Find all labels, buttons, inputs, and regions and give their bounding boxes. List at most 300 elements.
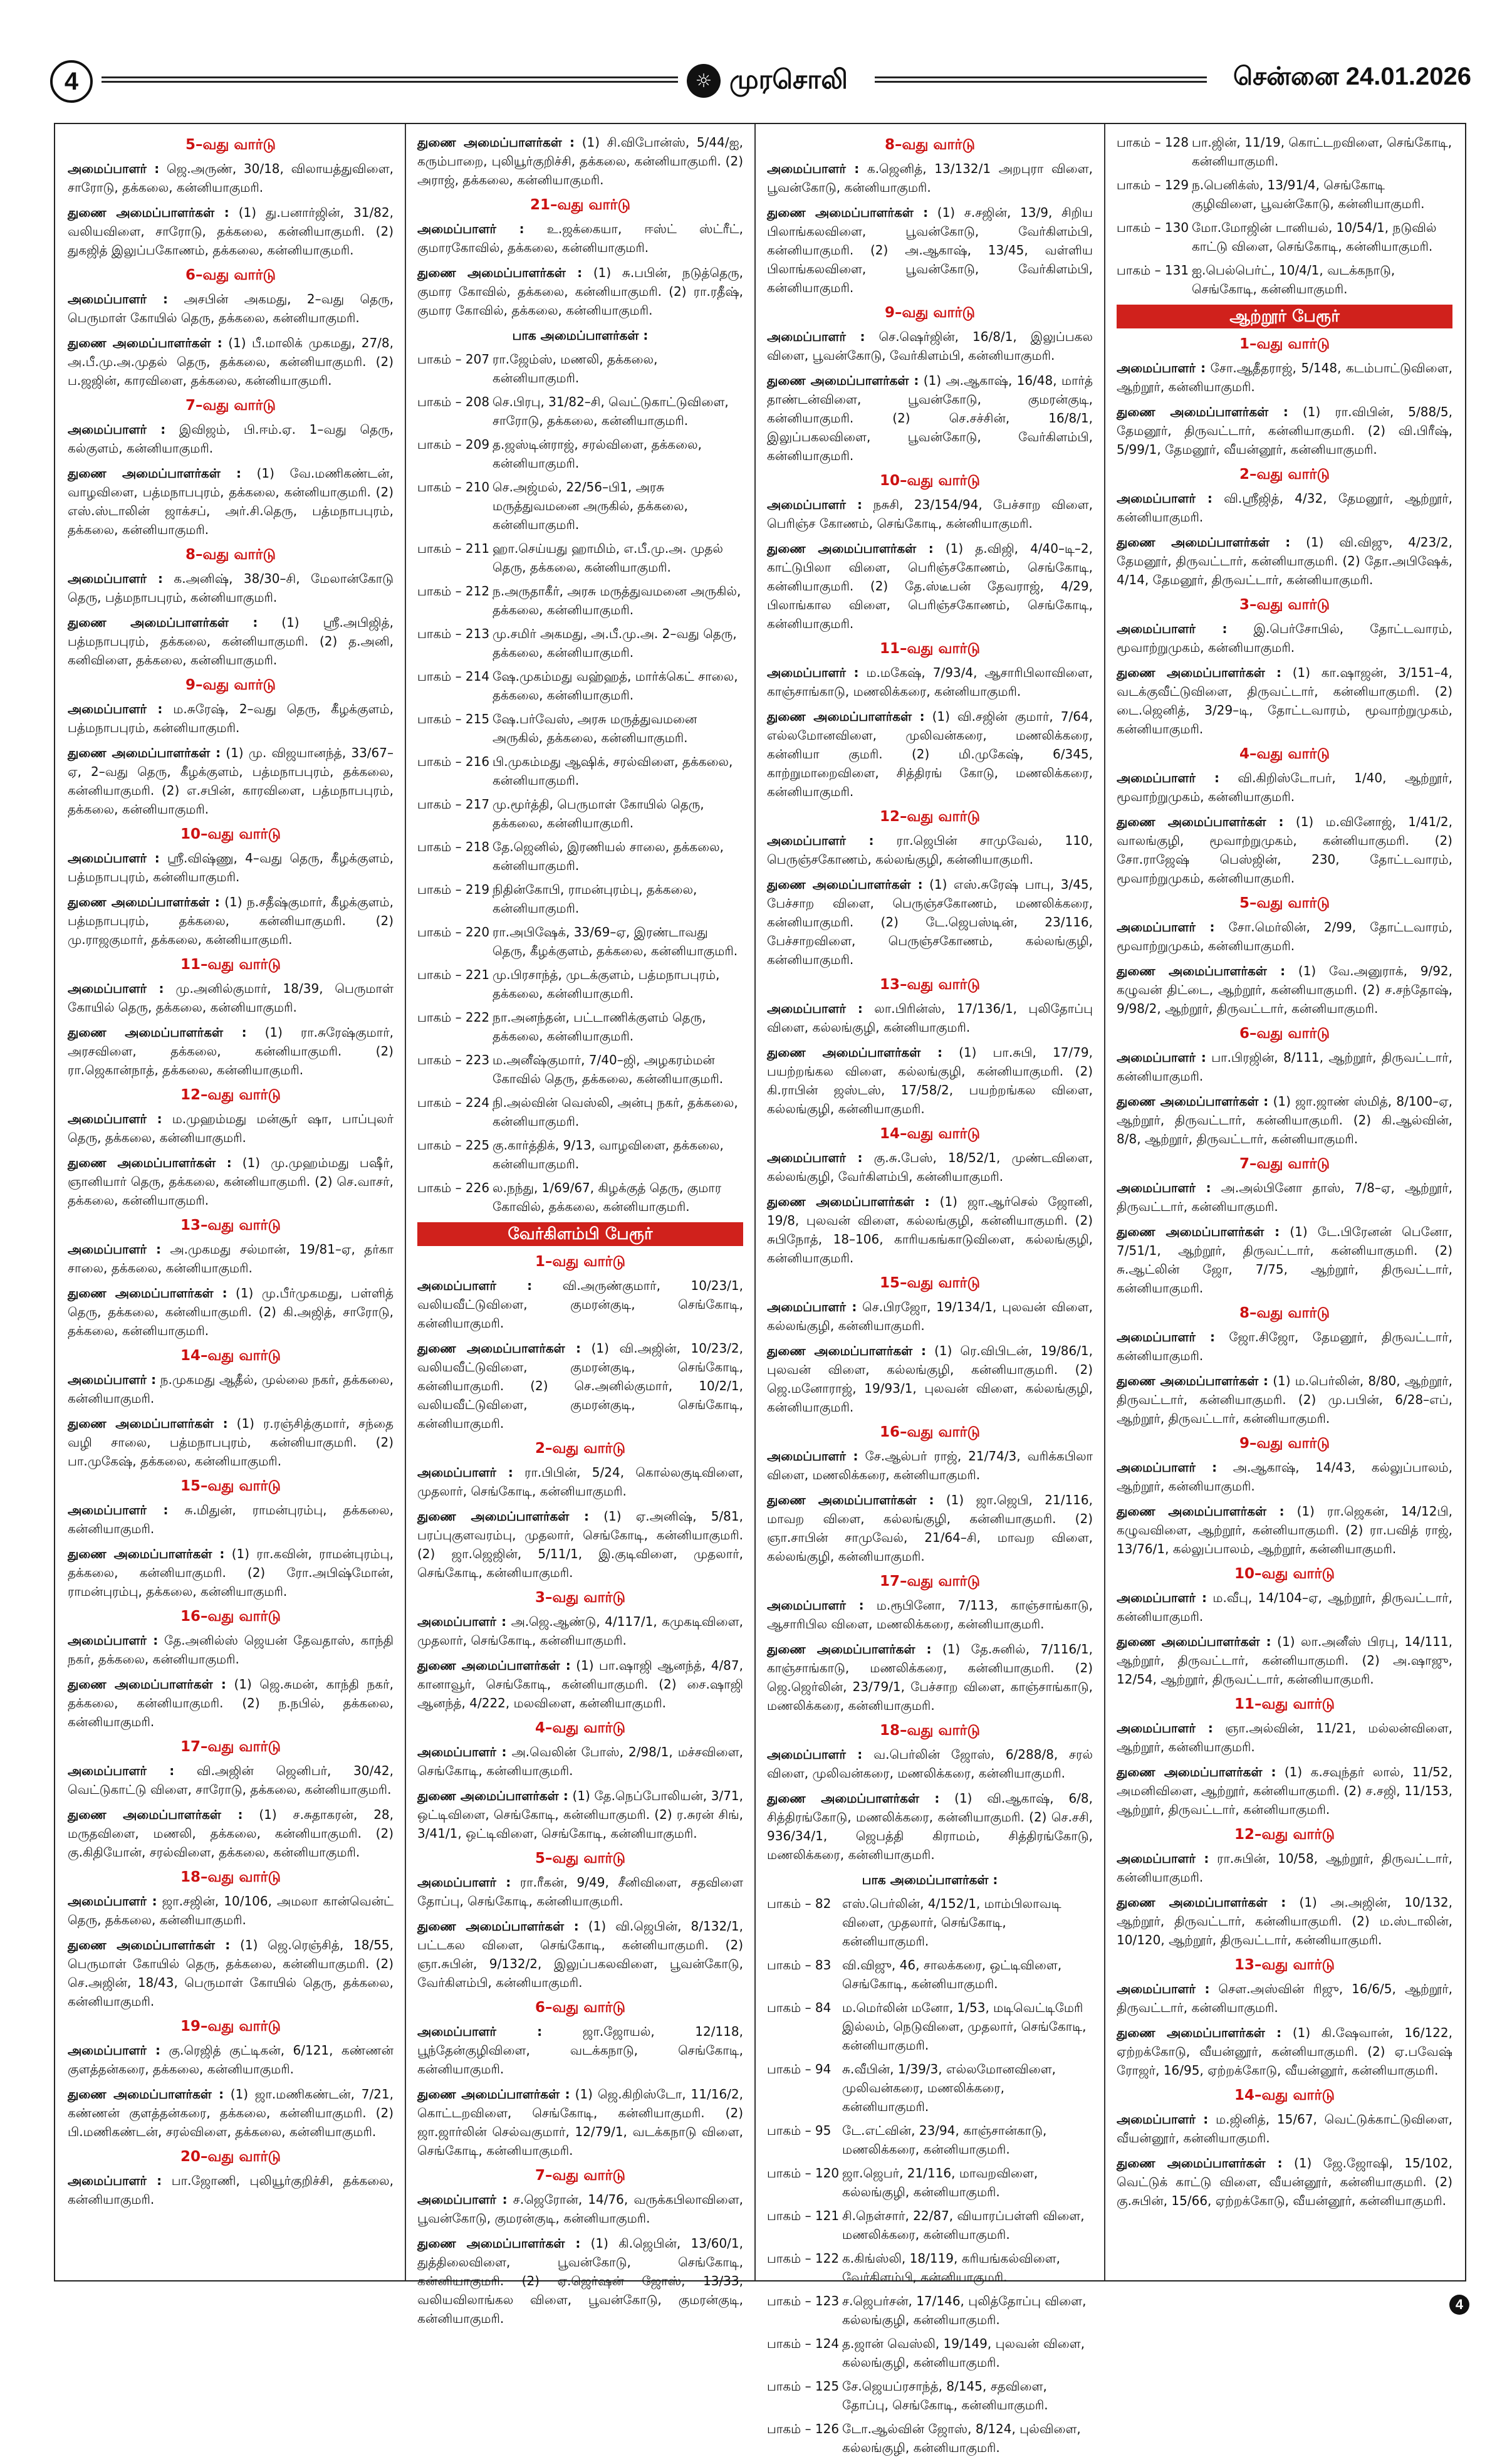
deputies-text: (1) ரா.விபின், 5/88/5, தேமனூர், திருவட்டார், கன்னியாகுமரி. (2) வி.பிரீஷ், 5/99/1, தேமனூர், வீயன்னூர், கன்னியாகுமரி. xyxy=(1117,404,1452,457)
deputies-entry xyxy=(417,1656,743,1712)
booth-number: பாகம் – 211 xyxy=(417,541,490,556)
president-entry xyxy=(1117,1849,1452,1887)
president-entry xyxy=(417,1742,743,1780)
president-text: கு.ரெஜித் குட்டிகன், 6/121, கண்ணன் குளத்தன்கரை, தக்கலை, கன்னியாகுமரி. xyxy=(68,2043,394,2077)
deputies-entry xyxy=(1117,812,1452,888)
president-text: சோ.மெர்லின், 2/99, தோட்டவாரம், மூவாற்றுமுகம், கன்னியாகுமரி. xyxy=(1117,919,1453,953)
deputies-label: துணை அமைப்பாளர்கள் : xyxy=(68,2087,224,2102)
ward-heading: 14–வது வார்டு xyxy=(1234,2087,1335,2103)
president-entry xyxy=(767,663,1093,701)
booth-text: செ.அஜ்மல், 22/56–பி1, அரசு மருத்துவமனை அருகில், தக்கலை, கன்னியாகுமரி. xyxy=(493,479,688,532)
deputies-entry xyxy=(1117,2154,1452,2210)
president-text: இவிஜம், பி.ஈம்.ஏ. 1–வது தெரு, கல்குளம், கன்னியாகுமரி. xyxy=(68,422,394,456)
deputies-label: துணை அமைப்பாளர்கள் : xyxy=(68,1677,226,1692)
booth-row xyxy=(1117,261,1452,298)
column-divider xyxy=(754,124,756,2280)
deputies-entry xyxy=(1117,533,1452,589)
president-label: அமைப்பாளர் : xyxy=(1117,1329,1215,1344)
president-text: ஞா.அல்வின், 11/21, மல்லன்விளை, ஆற்றூர், கன்னியாகுமரி. xyxy=(1117,1721,1453,1754)
president-entry xyxy=(1117,1458,1452,1496)
column-3 xyxy=(767,133,1093,2455)
president-text: க.அனிஷ், 38/30–சி, மேலான்கோடு தெரு, பத்மநாபபுரம், கன்னியாகுமரி. xyxy=(68,571,394,605)
ward-heading: 8–வது வார்டு xyxy=(185,547,276,563)
president-text: சோ.ஆதீதராஜ், 5/148, கடம்பாட்டுவிளை, ஆற்றூர், கன்னியாகுமரி. xyxy=(1117,360,1452,394)
column-4 xyxy=(1117,133,1452,2271)
president-label: அமைப்பாளர் : xyxy=(767,833,874,848)
booth-text: ஐ.பெல்பெர்ட், 10/4/1, வடக்கநாடு, செங்கோடி, கன்னியாகுமரி. xyxy=(1192,263,1395,296)
deputies-text: (1) வி.சஜின் குமார், 7/64, எல்லமோனவிளை, முலிவன்கரை, மணலிக்கரை, கன்னியா குமரி. (2) மி.முகேஷ், 6/345, காற்றுமாறைவிளை, சித்திரங் கோடு, மணலிக்கரை, கன்னியாகுமரி. xyxy=(767,709,1093,799)
president-label: அமைப்பாளர் : xyxy=(1117,2112,1209,2127)
president-entry xyxy=(68,979,394,1017)
deputies-entry xyxy=(417,2234,743,2328)
president-label: அமைப்பாளர் : xyxy=(767,1598,864,1613)
deputies-label: துணை அமைப்பாளர்கள் : xyxy=(1117,2025,1282,2040)
president-entry xyxy=(68,290,394,327)
booth-number: பாகம் – 210 xyxy=(417,479,490,495)
booth-number: பாகம் – 94 xyxy=(767,2061,832,2077)
president-text: வி.அருண்குமார், 10/23/1, வலியவீட்டுவிளை, குமரன்குடி, செங்கோடி, கன்னியாகுமரி. xyxy=(417,1278,743,1331)
ward-heading: 19–வது வார்டு xyxy=(180,2018,281,2035)
deputies-label: துணை அமைப்பாளர்கள் : xyxy=(68,1807,243,1822)
booth-row xyxy=(767,2164,1093,2201)
president-label: அமைப்பாளர் : xyxy=(767,1001,863,1016)
deputies-text: (1) சு.பபின், நடுத்தெரு, குமார கோவில், தக்கலை, கன்னியாகுமரி. (2) ரா.ரதீஷ், குமார கோவில், தக்கலை, கன்னியாகுமரி. xyxy=(417,265,743,318)
president-text: ம.சுரேஷ், 2–வது தெரு, கீழக்குளம், பத்மநாபபுரம், கன்னியாகுமரி. xyxy=(68,701,394,735)
president-label: அமைப்பாளர் : xyxy=(417,221,524,236)
president-entry xyxy=(68,420,394,458)
president-label: அமைப்பாளர் : xyxy=(767,1747,863,1762)
president-label: அமைப்பாளர் : xyxy=(417,1614,507,1629)
deputies-text: (1) ரெ.விபிடன், 19/86/1, புலவன் விளை, கல்லங்குழி, கன்னியாகுமரி. (2) ஜெ.மனோராஜ், 19/93/1, புலவன் விளை, கல்லங்குழி, கன்னியாகுமரி. xyxy=(767,1343,1093,1415)
booth-number: பாகம் – 122 xyxy=(767,2251,840,2266)
president-text: ரா.ஜெபின் சாமுவேல், 110, பெருஞ்சகோணம், கல்லங்குழி, கன்னியாகுமரி. xyxy=(767,833,1093,867)
booth-text: த.ஜான் வெஸ்லி, 19/149, புலவன் விளை, கல்லங்குழி, கன்னியாகுமரி. xyxy=(842,2336,1085,2370)
deputies-label: துணை அமைப்பாளர்கள் : xyxy=(68,466,241,481)
booth-number: பாகம் – 221 xyxy=(417,967,490,982)
deputies-text: (1) ஜா.ஆர்செல் ஜோனி, 19/8, புலவன் விளை, கல்லங்குழி, கன்னியாகுமரி. (2) சுபிநோத், 18–106, காரியகங்காடுவிளை, கல்லங்குழி, கன்னியாகுமரி. xyxy=(767,1194,1093,1265)
deputies-entry xyxy=(767,1490,1093,1566)
president-label: அமைப்பாளர் : xyxy=(417,2024,543,2039)
ward-heading: 8–வது வார்டு xyxy=(1239,1305,1330,1321)
deputies-entry xyxy=(68,1675,394,1731)
president-text: இ.பெர்சோபில், தோட்டவாரம், மூவாற்றுமுகம், கன்னியாகுமரி. xyxy=(1117,621,1453,655)
president-entry xyxy=(1117,1048,1452,1086)
president-text: அ.ஆகாஷ், 14/43, கல்லுப்பாலம், ஆற்றூர், கன்னியாகுமரி. xyxy=(1117,1460,1452,1494)
column-divider xyxy=(1104,124,1105,2280)
deputies-entry xyxy=(417,1507,743,1582)
booth-text: ஹா.செய்யது ஹாமிம், எ.பீ.மு.அ. முதல் தெரு, தக்கலை, கன்னியாகுமரி. xyxy=(493,541,723,575)
president-label: அமைப்பாளர் : xyxy=(1117,1050,1206,1065)
booth-number: பாகம் – 131 xyxy=(1117,263,1189,278)
booth-number: பாகம் – 128 xyxy=(1117,135,1189,150)
president-entry xyxy=(1117,768,1452,806)
ward-heading: 17–வது வார்டு xyxy=(180,1739,281,1755)
deputies-label: துணை அமைப்பாளர்கள் : xyxy=(417,135,575,150)
booth-heading: பாக அமைப்பாளர்கள் : xyxy=(512,328,649,343)
deputies-label: துணை அமைப்பாளர்கள் : xyxy=(417,1341,581,1356)
booth-number: பாகம் – 217 xyxy=(417,797,490,812)
deputies-text: (1) வே.அனுராக், 9/92, கழுவன் திட்டை, ஆற்றூர், கன்னியாகுமரி. (2) ச.சந்தோஷ், 9/98/2, ஆற்றூர், திருவட்டார், கன்னியாகுமரி. xyxy=(1117,963,1453,1016)
deputies-text: (1) கா.ஷாஜன், 3/151–4, வடக்குவீட்டுவிளை, திருவட்டார், கன்னியாகுமரி. (2) டை.ஜெனித், 3/29–டி, தோட்டவாரம், மூவாற்றுமுகம், கன்னியாகுமரி. xyxy=(1117,665,1452,736)
president-label: அமைப்பாளர் : xyxy=(1117,919,1215,935)
deputies-text: (1) ஜா.ஜெபி, 21/116, மாவற விளை, கல்லங்குழி, கன்னியாகுமரி. (2) ஞா.சாபின் சாமுவேல், 21/64–சி, மாவற விளை, கல்லங்குழி, கன்னியாகுமரி. xyxy=(767,1492,1093,1564)
deputies-entry xyxy=(68,893,394,949)
booth-number: பாகம் – 215 xyxy=(417,711,490,726)
deputies-entry xyxy=(68,1805,394,1862)
deputies-entry xyxy=(68,1153,394,1210)
president-text: செ.ஷெர்ஜின், 16/8/1, இலுப்பகல விளை, பூவன்கோடு, வேர்கிளம்பி, கன்னியாகுமரி. xyxy=(767,329,1093,363)
president-label: அமைப்பாளர் : xyxy=(767,1449,858,1464)
deputies-label: துணை அமைப்பாளர்கள் : xyxy=(767,1791,940,1806)
deputies-label: துணை அமைப்பாளர்கள் : xyxy=(767,877,923,892)
president-label: அமைப்பாளர் : xyxy=(68,1242,161,1257)
booth-number: பாகம் – 225 xyxy=(417,1138,490,1153)
rising-sun-icon: ☼ xyxy=(687,64,721,98)
president-label: அமைப்பாளர் : xyxy=(767,329,865,344)
ward-heading: 16–வது வார்டு xyxy=(879,1424,981,1440)
deputies-label: துணை அமைப்பாளர்கள் : xyxy=(68,1546,225,1561)
booth-row xyxy=(767,2292,1093,2329)
deputies-text: (1) வி.விஜு, 4/23/2, தேமனூர், திருவட்டார், கன்னியாகுமரி. (2) தோ.அபிஷேக், 4/14, தேமனூர், திருவட்டார், கன்னியாகுமரி. xyxy=(1117,535,1452,587)
president-label: அமைப்பாளர் : xyxy=(1117,1180,1211,1195)
president-entry xyxy=(767,1447,1093,1484)
booth-row xyxy=(417,1178,743,1216)
president-entry xyxy=(767,159,1093,197)
deputies-text: (1) க.சவுந்தர் லால், 11/52, அமனிவிளை, ஆற்றூர், கன்னியாகுமரி. (2) ச.சஜி, 11/153, ஆற்றூர், திருவட்டார், கன்னியாகுமரி. xyxy=(1117,1764,1452,1817)
booth-number: பாகம் – 219 xyxy=(417,882,490,897)
president-label: அமைப்பாளர் : xyxy=(68,1111,162,1126)
president-text: அ.ஜெ.ஆண்டு, 4/117/1, கமுகடிவிளை, முதலார், செங்கோடி, கன்னியாகுமரி. xyxy=(417,1614,744,1648)
deputies-entry xyxy=(767,1640,1093,1715)
ward-heading: 7–வது வார்டு xyxy=(185,397,276,414)
ward-heading: 5–வது வார்டு xyxy=(534,1850,626,1867)
column-1 xyxy=(68,133,394,2271)
president-entry xyxy=(1117,1719,1452,1756)
booth-row xyxy=(767,2060,1093,2116)
deputies-entry xyxy=(1117,1371,1452,1428)
president-entry xyxy=(68,699,394,737)
booth-row xyxy=(417,795,743,832)
president-text: நசுசி, 23/154/94, பேச்சாற விளை, பெரிஞ்ச கோணம், செங்கோடி, கன்னியாகுமரி. xyxy=(767,497,1093,531)
deputies-text: (1) ரா.கவின், ராமன்புரம்பு, தக்கலை, கன்னியாகுமரி. (2) ரோ.அபிஷ்மோன், ராமன்புரம்பு, தக்கலை, கன்னியாகுமரி. xyxy=(68,1546,394,1599)
deputies-label: துணை அமைப்பாளர்கள் : xyxy=(1117,665,1282,680)
ward-heading: 5–வது வார்டு xyxy=(1239,895,1330,911)
deputies-entry xyxy=(767,1043,1093,1118)
president-label: அமைப்பாளர் : xyxy=(417,1278,533,1293)
deputies-entry xyxy=(767,1789,1093,1864)
deputies-entry xyxy=(767,1341,1093,1417)
deputies-entry xyxy=(68,464,394,539)
booth-number: பாகம் – 212 xyxy=(417,584,490,599)
president-text: வ.பெர்லின் ஜோஸ், 6/288/8, சரல் விளை, முலிவன்கரை, மணலிக்கரை, கன்னியாகுமரி. xyxy=(767,1747,1093,1781)
deputies-label: துணை அமைப்பாளர்கள் : xyxy=(417,1509,590,1524)
booth-row xyxy=(1117,133,1452,170)
deputies-label: துணை அமைப்பாளர்கள் : xyxy=(767,1045,942,1060)
president-text: கு.சு.பேஸ், 18/52/1, முண்டவிளை, கல்லங்குழி, வேர்கிளம்பி, கன்னியாகுமரி. xyxy=(767,1150,1093,1184)
deputies-label: துணை அமைப்பாளர்கள் : xyxy=(767,1492,934,1507)
deputies-entry xyxy=(1117,1502,1452,1558)
booth-number: பாகம் – 213 xyxy=(417,626,490,641)
deputies-entry xyxy=(68,1936,394,2011)
ward-heading: 3–வது வார்டு xyxy=(534,1590,626,1606)
president-entry xyxy=(767,327,1093,365)
deputies-entry xyxy=(68,743,394,819)
deputies-text: (1) ஜெ.கிறிஸ்டோ, 11/16/2, கொட்டறவிளை, செங்கோடி, கன்னியாகுமரி. (2) ஜா.ஜார்லின் செல்வகுமார், 12/79/1, வடக்கநாடு விளை, செங்கோடி, கன்னியாகுமரி. xyxy=(417,2087,743,2158)
booth-text: மு.பிரசாந்த், முடக்குளம், பத்மநாபபுரம், தக்கலை, கன்னியாகுமரி. xyxy=(493,967,720,1001)
president-label: அமைப்பாளர் : xyxy=(767,161,860,176)
president-entry xyxy=(417,1463,743,1501)
ward-heading: 12–வது வார்டு xyxy=(879,809,981,825)
booth-text: பா.ஜின், 11/19, கொட்டறவிளை, செங்கோடி, கன்னியாகுமரி. xyxy=(1192,135,1452,169)
deputies-entry xyxy=(1117,402,1452,459)
booth-number: பாகம் – 126 xyxy=(767,2421,840,2436)
president-entry xyxy=(68,1109,394,1147)
president-entry xyxy=(417,219,743,257)
booth-row xyxy=(417,837,743,875)
president-label: அமைப்பாளர் : xyxy=(767,1299,857,1314)
deputies-label: துணை அமைப்பாளர்கள் : xyxy=(1117,535,1291,550)
ward-heading: 13–வது வார்டு xyxy=(879,977,981,993)
deputies-entry xyxy=(767,371,1093,465)
booth-text: ரா.அபிஷேக், 33/69–ஏ, இரண்டாவது தெரு, கீழக்குளம், தக்கலை, கன்னியாகுமரி. xyxy=(493,925,738,958)
booth-number: பாகம் – 220 xyxy=(417,925,490,940)
president-text: சு.மிதுன், ராமன்புரம்பு, தக்கலை, கன்னியாகுமரி. xyxy=(68,1502,394,1536)
booth-row xyxy=(767,2334,1093,2372)
booth-text: ந.அருதாகீர், அரசு மருத்துவமனை அருகில், தக்கலை, கன்னியாகுமரி. xyxy=(493,584,741,617)
booth-number: பாகம் – 223 xyxy=(417,1052,490,1067)
booth-text: கு.கார்த்திக், 9/13, வாழவிளை, தக்கலை, கன்னியாகுமரி. xyxy=(493,1138,724,1171)
president-text: ம.மகேஷ், 7/93/4, ஆசாரிபிலாவிளை, காஞ்சாங்காடு, மணலிக்கரை, கன்னியாகுமரி. xyxy=(767,665,1093,699)
president-label: அமைப்பாளர் : xyxy=(68,851,160,866)
president-label: அமைப்பாளர் : xyxy=(68,701,163,716)
booth-number: பாகம் – 224 xyxy=(417,1095,490,1110)
deputies-text: (1) ர.ரஞ்சித்குமார், சந்தை வழி சாலை, பத்மநாபபுரம், கன்னியாகுமரி. (2) பா.முகேஷ், தக்கலை, கன்னியாகுமரி. xyxy=(68,1416,394,1469)
booth-text: ஷே.முகம்மது வஹ்ஹத், மார்க்கெட் சாலை, தக்கலை, கன்னியாகுமரி. xyxy=(493,669,738,703)
booth-text: நி.அல்வின் வெஸ்லி, அன்பு நகர், தக்கலை, கன்னியாகுமரி. xyxy=(493,1095,738,1129)
ward-heading: 9–வது வார்டு xyxy=(185,677,276,693)
ward-heading: 15–வது வார்டு xyxy=(180,1478,281,1494)
footer-page-number: 4 xyxy=(1449,2295,1469,2315)
booth-text: ஷே.பர்வேஸ், அரசு மருத்துவமனை அருகில், தக்கலை, கன்னியாகுமரி. xyxy=(493,711,697,745)
president-entry xyxy=(417,2190,743,2228)
booth-text: க.கிங்ஸ்லி, 18/119, கரியங்கல்விளை, வேர்கிளம்பி, கன்னியாகுமரி. xyxy=(842,2251,1061,2285)
ward-heading: 10–வது வார்டு xyxy=(879,473,981,489)
booth-row xyxy=(417,752,743,790)
president-label: அமைப்பாளர் : xyxy=(68,1763,175,1778)
page-frame xyxy=(54,123,1466,2455)
booth-row xyxy=(767,2377,1093,2414)
deputies-label: துணை அமைப்பாளர்கள் : xyxy=(417,2087,570,2102)
deputies-text: (1) ச.சுதாகரன், 28, மருதவிளை, மணலி, தக்கலை, கன்னியாகுமரி. (2) கு.கிதியோன், சரல்விளை, தக்கலை, கன்னியாகுமரி. xyxy=(68,1807,394,1860)
booth-text: நிதின்கோபி, ராமன்புரம்பு, தக்கலை, கன்னியாகுமரி. xyxy=(493,882,697,916)
ward-heading: 20–வது வார்டு xyxy=(180,2149,281,2165)
president-text: ஜெ.அருண், 30/18, விலாயத்துவிளை, சாரோடு, தக்கலை, கன்னியாகுமரி. xyxy=(68,161,394,195)
dateline: சென்னை 24.01.2026 xyxy=(1233,63,1471,90)
deputies-text: (1) ஜெ.சுமன், காந்தி நகர், தக்கலை, கன்னியாகுமரி. (2) ந.நபில், தக்கலை, கன்னியாகுமரி. xyxy=(68,1677,394,1729)
deputies-label: துணை அமைப்பாளர்கள் : xyxy=(417,1788,568,1803)
president-label: அமைப்பாளர் : xyxy=(767,497,863,512)
booth-row xyxy=(767,1998,1093,2055)
booth-row xyxy=(767,2249,1093,2287)
ward-heading: 5–வது வார்டு xyxy=(185,137,276,153)
booth-number: பாகம் – 123 xyxy=(767,2293,840,2308)
deputies-entry xyxy=(767,539,1093,633)
booth-number: பாகம் – 130 xyxy=(1117,220,1189,235)
deputies-text: (1) தே.நெப்போலியன், 3/71, ஒட்டிவிளை, செங்கோடி, கன்னியாகுமரி. (2) ர.சுரன் சிங், 3/41/1, ஒட்டிவிளை, செங்கோடி, கன்னியாகுமரி. xyxy=(417,1788,743,1841)
deputies-text: (1) ஜா.மணிகண்டன், 7/21, கண்ணன் குளத்தன்கரை, தக்கலை, கன்னியாகுமரி. (2) பி.மணிகண்டன், சரல்விளை, தக்கலை, கன்னியாகுமரி. xyxy=(68,2087,394,2139)
booth-text: த.ஜஸ்டின்ராஜ், சரல்விளை, தக்கலை, கன்னியாகுமரி. xyxy=(493,437,702,471)
deputies-label: துணை அமைப்பாளர்கள் : xyxy=(1117,963,1286,978)
president-entry xyxy=(767,1745,1093,1783)
booth-row xyxy=(417,667,743,705)
booth-text: எஸ்.பெர்லின், 4/152/1, மாம்பிலாவடி விளை, முதலார், செங்கோடி, கன்னியாகுமரி. xyxy=(842,1896,1061,1949)
ward-heading: 9–வது வார்டு xyxy=(1239,1435,1330,1452)
president-text: ஸ்ரீ.விஷ்ணு, 4–வது தெரு, கீழக்குளம், பத்மநாபபுரம், கன்னியாகுமரி. xyxy=(68,851,394,884)
booth-number: பாகம் – 121 xyxy=(767,2208,840,2223)
deputies-text: (1) மு. விஜயானந்த், 33/67–ஏ, 2–வது தெரு, கீழக்குளம், பத்மநாபபுரம், தக்கலை, கன்னியாகுமரி. (2) எ.சபின், காரவிளை, பத்மநாபபுரம், தக்கலை, கன்னியாகுமரி. xyxy=(68,745,394,817)
deputies-entry xyxy=(68,1544,394,1601)
deputies-label: துணை அமைப்பாளர்கள் : xyxy=(68,205,229,220)
deputies-entry xyxy=(767,707,1093,801)
president-text: ம.வீபு, 14/104–ஏ, ஆற்றூர், திருவட்டார், கன்னியாகுமரி. xyxy=(1117,1590,1453,1624)
booth-text: டோ.ஆல்வின் ஜோஸ், 8/124, புல்விளை, கல்லங்குழி, கன்னியாகுமரி. xyxy=(842,2421,1081,2455)
deputies-label: துணை அமைப்பாளர்கள் : xyxy=(68,1416,228,1431)
booth-row xyxy=(417,965,743,1003)
president-label: அமைப்பாளர் : xyxy=(68,1372,157,1387)
deputies-label: துணை அமைப்பாளர்கள் : xyxy=(68,1025,247,1040)
deputies-text: (1) ரா.சுரேஷ்குமார், அரசவிளை, தக்கலை, கன்னியாகுமரி. (2) ரா.ஜெகான்நாத், தக்கலை, கன்னியாகுமரி. xyxy=(68,1025,394,1077)
ward-heading: 21–வது வார்டு xyxy=(529,197,631,213)
president-label: அமைப்பாளர் : xyxy=(1117,1460,1217,1475)
booth-text: டே.எட்வின், 23/94, காஞ்சான்காடு, மணலிக்கரை, கன்னியாகுமரி. xyxy=(842,2123,1047,2157)
ward-heading: 1–வது வார்டு xyxy=(534,1254,626,1270)
president-text: ஜா.சஜின், 10/106, அமலா கான்வென்ட் தெரு, தக்கலை, கன்னியாகுமரி. xyxy=(68,1894,394,1927)
column-divider xyxy=(405,124,406,2280)
deputies-label: துணை அமைப்பாளர்கள் : xyxy=(767,1343,926,1358)
president-text: செள.அஸ்வின் ரிஜு, 16/6/5, ஆற்றூர், திருவட்டார், கன்னியாகுமரி. xyxy=(1117,1981,1453,2015)
president-label: அமைப்பாளர் : xyxy=(68,1894,157,1909)
booth-number: பாகம் – 208 xyxy=(417,394,490,409)
deputies-text: (1) ரா.ஜெகன், 14/12பி, கழுவவிளை, ஆற்றூர், கன்னியாகுமரி. (2) ரா.பவித் ராஜ், 13/76/1, கல்லுப்பாலம், ஆற்றூர், கன்னியாகுமரி. xyxy=(1117,1504,1452,1556)
booth-row xyxy=(417,1008,743,1045)
president-label: அமைப்பாளர் : xyxy=(417,2192,508,2207)
deputies-entry xyxy=(417,1786,743,1843)
president-text: ஜோ.சிஜோ, தேமனூர், திருவட்டார், கன்னியாகுமரி. xyxy=(1117,1329,1452,1363)
president-label: அமைப்பாளர் : xyxy=(68,981,164,996)
deputies-label: துணை அமைப்பாளர்கள் : xyxy=(767,1642,932,1657)
president-label: அமைப்பாளர் : xyxy=(68,2043,160,2058)
booth-number: பாகம் – 216 xyxy=(417,754,490,769)
deputies-text: (1) பா.ஷாஜி ஆனந்த், 4/87, கானாவூர், செங்கோடி, கன்னியாகுமரி. (2) சை.ஷாஜி ஆனந்த், 4/222, மலவிளை, கன்னியாகுமரி. xyxy=(417,1658,743,1710)
president-text: ந.முகமது ஆதீல், முல்லை நகர், தக்கலை, கன்னியாகுமரி. xyxy=(68,1372,394,1406)
president-label: அமைப்பாளர் : xyxy=(417,1744,507,1759)
president-text: செ.பிரஜோ, 19/134/1, புலவன் விளை, கல்லங்குழி, கன்னியாகுமரி. xyxy=(767,1299,1093,1333)
president-label: அமைப்பாளர் : xyxy=(767,1150,863,1165)
paper-name: முரசொலி xyxy=(729,63,848,95)
ward-heading: 2–வது வார்டு xyxy=(534,1440,626,1457)
ward-heading: 18–வது வார்டு xyxy=(879,1722,981,1739)
booth-row xyxy=(417,1136,743,1173)
booth-text: மு.சமிர் அகமது, அ.பீ.மு.அ. 2–வது தெரு, தக்கலை, கன்னியாகுமரி. xyxy=(493,626,737,660)
ward-heading: 10–வது வார்டு xyxy=(180,826,281,842)
president-text: பா.பிரஜின், 8/111, ஆற்றூர், திருவட்டார், கன்னியாகுமரி. xyxy=(1117,1050,1453,1084)
president-entry xyxy=(417,2022,743,2078)
president-text: அசபின் அகமது, 2–வது தெரு, பெருமாள் கோயில் தெரு, தக்கலை, கன்னியாகுமரி. xyxy=(68,291,394,325)
president-text: உ.ஜக்கையா, ஈஸ்ட் ஸ்ட்ரீட், குமாரகோவில், தக்கலை, கன்னியாகுமரி. xyxy=(417,221,743,255)
section-banner: ஆற்றூர் பேரூர் xyxy=(1117,305,1452,328)
deputies-entry xyxy=(417,1917,743,1992)
booth-number: பாகம் – 214 xyxy=(417,669,490,684)
deputies-entry xyxy=(767,1192,1093,1267)
president-entry xyxy=(767,831,1093,869)
booth-number: பாகம் – 124 xyxy=(767,2336,840,2351)
president-label: அமைப்பாளர் : xyxy=(68,1502,169,1517)
deputies-entry xyxy=(1117,1222,1452,1297)
president-text: க.ஜெனித், 13/132/1 அறபுரா விளை, பூவன்கோடு, கன்னியாகுமரி. xyxy=(767,161,1093,195)
deputies-label: துணை அமைப்பாளர்கள் : xyxy=(417,1658,571,1673)
booth-row xyxy=(1117,176,1452,213)
president-entry xyxy=(1117,918,1452,955)
booth-row xyxy=(767,1956,1093,1993)
president-entry xyxy=(1117,1328,1452,1365)
deputies-entry xyxy=(767,875,1093,969)
president-text: ரா.ரீகன், 9/49, சீனிவிளை, சதவிளை தோப்பு, செங்கோடி, கன்னியாகுமரி. xyxy=(417,1875,744,1909)
president-label: அமைப்பாளர் : xyxy=(1117,1981,1210,1996)
president-entry xyxy=(68,1892,394,1929)
deputies-label: துணை அமைப்பாளர்கள் : xyxy=(767,373,919,388)
president-label: அமைப்பாளர் : xyxy=(417,1875,511,1890)
president-text: வி.கிறிஸ்டோபர், 1/40, ஆற்றூர், மூவாற்றுமுகம், கன்னியாகுமரி. xyxy=(1117,770,1453,804)
deputies-label: துணை அமைப்பாளர்கள் : xyxy=(1117,1373,1269,1388)
booth-row xyxy=(417,923,743,960)
booth-row xyxy=(767,2206,1093,2244)
president-text: ம.ஜினித், 15/67, வெட்டுக்காட்டுவிளை, வீயன்னூர், கன்னியாகுமரி. xyxy=(1117,2112,1453,2145)
booth-text: ந.பெனிக்ஸ், 13/91/4, செங்கோடி குழிவிளை, பூவன்கோடு, கன்னியாகுமரி. xyxy=(1192,177,1425,211)
booth-number: பாகம் – 226 xyxy=(417,1180,490,1195)
ward-heading: 11–வது வார்டு xyxy=(180,956,281,973)
president-entry xyxy=(68,1501,394,1538)
president-label: அமைப்பாளர் : xyxy=(68,291,168,306)
ward-heading: 12–வது வார்டு xyxy=(180,1087,281,1103)
booth-row xyxy=(417,539,743,577)
deputies-text: (1) ஜெ.ரெஞ்சித், 18/55, பெருமாள் கோயில் தெரு, தக்கலை, கன்னியாகுமரி. (2) செ.அஜின், 18/43, பெருமாள் கோயில் தெரு, தக்கலை, கன்னியாகுமரி. xyxy=(68,1937,394,2009)
ward-heading: 6–வது வார்டு xyxy=(534,1999,626,2016)
president-text: தே.அனில்ஸ் ஜெயன் தேவதாஸ், காந்தி நகர், தக்கலை, கன்னியாகுமரி. xyxy=(68,1633,394,1667)
deputies-label: துணை அமைப்பாளர்கள் : xyxy=(68,894,220,909)
booth-text: ம.மெர்லின் மனோ, 1/53, மடிவெட்டிமேரி இல்லம், நெடுவிளை, முதலார், செங்கோடி, கன்னியாகுமரி. xyxy=(842,2000,1087,2053)
paper-logo xyxy=(687,59,868,103)
deputies-entry xyxy=(68,1414,394,1470)
deputies-entry xyxy=(68,613,394,669)
president-label: அமைப்பாளர் : xyxy=(68,422,166,437)
ward-heading: 6–வது வார்டு xyxy=(185,267,276,283)
president-text: ச.ஜெரோன், 14/76, வருக்கபிலாவிளை, பூவன்கோடு, குமரன்குடி, கன்னியாகுமரி. xyxy=(417,2192,743,2226)
booth-text: ஜா.ஜெபர், 21/116, மாவறவிளை, கல்லங்குழி, கன்னியாகுமரி. xyxy=(842,2166,1038,2199)
booth-number: பாகம் – 82 xyxy=(767,1896,832,1911)
president-text: சே.ஆல்பர் ராஜ், 21/74/3, வரிக்கபிலா விளை, மணலிக்கரை, கன்னியாகுமரி. xyxy=(767,1449,1093,1482)
ward-heading: 11–வது வார்டு xyxy=(1234,1696,1335,1712)
booth-text: செ.பிரபு, 31/82–சி, வெட்டுகாட்டுவிளை, சாரோடு, தக்கலை, கன்னியாகுமரி. xyxy=(493,394,729,428)
booth-text: ல.நந்து, 1/69/67, கிழக்குத் தெரு, குமார கோவில், தக்கலை, கன்னியாகுமரி. xyxy=(493,1180,722,1214)
president-entry xyxy=(68,159,394,197)
booth-row xyxy=(417,624,743,662)
deputies-entry xyxy=(68,203,394,259)
deputies-text: (1) து.பனார்ஜின், 31/82, வலியவிளை, சாரோடு, தக்கலை, கன்னியாகுமரி. (2) துகஜித் இலுப்பகோணம், தக்கலை, கன்னியாகுமரி. xyxy=(68,205,394,258)
deputies-text: (1) த.விஜி, 4/40–டி–2, காட்டுபிலா விளை, பெரிஞ்சகோணம், செங்கோடி, கன்னியாகுமரி. (2) தே.ஸ்டீபன் தேவராஜ், 4/29, பிலாங்கால விளை, பெரிஞ்சகோணம், செங்கோடி, கன்னியாகுமரி. xyxy=(767,541,1093,631)
ward-heading: 2–வது வார்டு xyxy=(1239,466,1330,483)
deputies-label: துணை அமைப்பாளர்கள் : xyxy=(68,335,222,350)
president-entry xyxy=(417,1873,743,1910)
